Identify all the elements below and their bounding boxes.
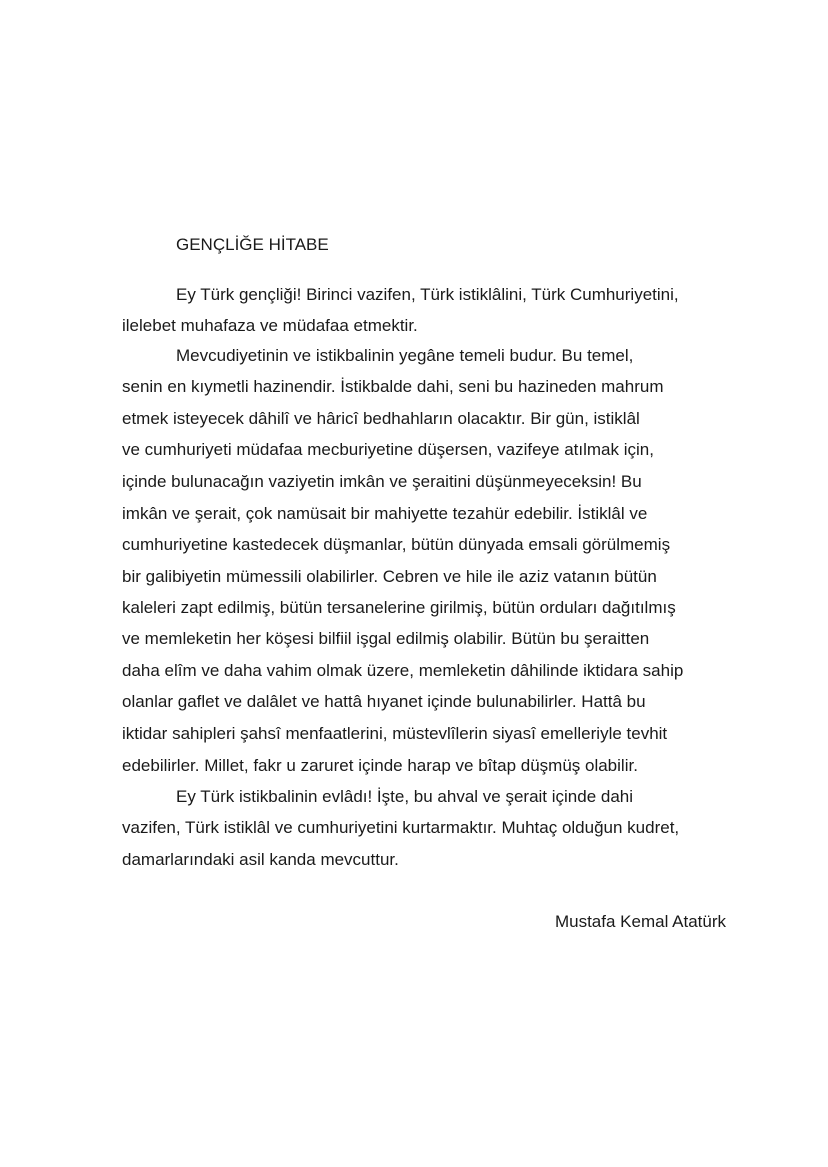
- paragraph-line: ilelebet muhafaza ve müdafaa etmektir.: [122, 316, 418, 335]
- paragraph-line: cumhuriyetine kastedecek düşmanlar, bütün dünyada emsali görülmemiş: [122, 535, 671, 554]
- paragraph-line: iktidar sahipleri şahsî menfaatlerini, müstevlîlerin siyasî emelleriyle tevhit: [122, 724, 668, 743]
- paragraph-line: edebilirler. Millet, fakr u zaruret içinde harap ve bîtap düşmüş olabilir.: [122, 756, 638, 775]
- paragraph-line: imkân ve şerait, çok namüsait bir mahiyette tezahür edebilir. İstiklâl ve: [122, 504, 648, 523]
- paragraph-line: Ey Türk istikbalinin evlâdı! İşte, bu ahval ve şerait içinde dahi: [176, 787, 634, 806]
- paragraph-line: ve memleketin her köşesi bilfiil işgal edilmiş olabilir. Bütün bu şeraitten: [122, 629, 650, 648]
- paragraph-line: ve cumhuriyeti müdafaa mecburiyetine düşersen, vazifeye atılmak için,: [122, 440, 654, 459]
- paragraph-line: vazifen, Türk istiklâl ve cumhuriyetini kurtarmaktır. Muhtaç olduğun kudret,: [122, 818, 680, 837]
- document-title: GENÇLİĞE HİTABE: [176, 235, 329, 254]
- paragraph-line: Ey Türk gençliği! Birinci vazifen, Türk istiklâlini, Türk Cumhuriyetini,: [176, 285, 679, 304]
- paragraph-line: daha elîm ve daha vahim olmak üzere, memleketin dâhilinde iktidara sahip: [122, 661, 684, 680]
- signature: Mustafa Kemal Atatürk: [554, 912, 726, 931]
- paragraph-line: bir galibiyetin mümessili olabilirler. Cebren ve hile ile aziz vatanın bütün: [122, 567, 657, 586]
- paragraph-line: damarlarındaki asil kanda mevcuttur.: [122, 850, 399, 869]
- paragraph-line: içinde bulunacağın vaziyetin imkân ve şeraitini düşünmeyeceksin! Bu: [122, 472, 642, 491]
- paragraph-line: Mevcudiyetinin ve istikbalinin yegâne temeli budur. Bu temel,: [176, 346, 634, 365]
- paragraph-line: etmek isteyecek dâhilî ve hâricî bedhahların olacaktır. Bir gün, istiklâl: [122, 409, 640, 428]
- paragraph-line: senin en kıymetli hazinendir. İstikbalde dahi, seni bu hazineden mahrum: [122, 377, 664, 396]
- paragraph-line: kaleleri zapt edilmiş, bütün tersanelerine girilmiş, bütün orduları dağıtılmış: [122, 598, 676, 617]
- paragraph-line: olanlar gaflet ve dalâlet ve hattâ hıyanet içinde bulunabilirler. Hattâ bu: [122, 692, 646, 711]
